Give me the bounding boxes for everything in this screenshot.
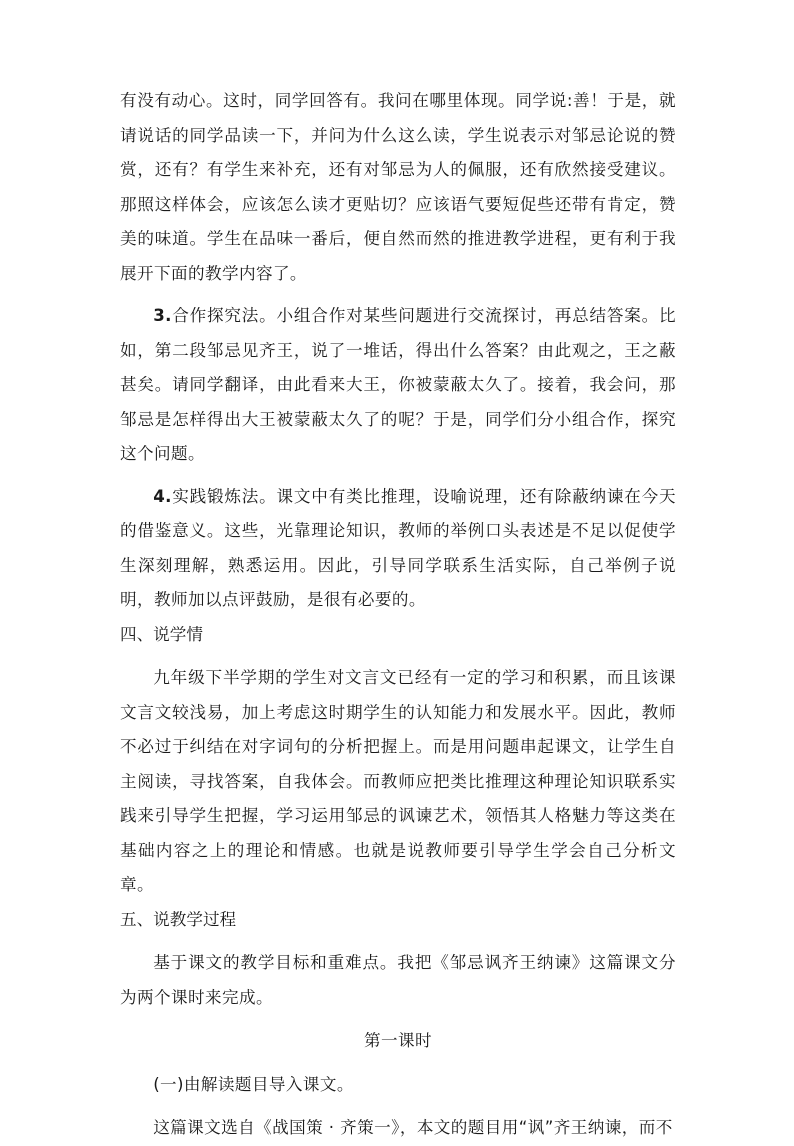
paragraph-cooperative-inquiry xyxy=(120,299,676,472)
paragraph-text: 实践锻炼法。课文中有类比推理，设喻说理，还有除蔽纳谏在今天的借鉴意义。这些，光靠理论知识，教师的举例口头表述是不足以促使学生深刻理解，熟悉运用。因此，引导同学联系生活实际，自己举例子说明，教师加以点评鼓励，是很有必要的。 xyxy=(120,486,676,609)
paragraph-text-source: 这篇课文选自《战国策 · 齐策一》，本文的题目用“讽”齐王纳谏，而不 xyxy=(153,1118,673,1137)
list-number: 3. xyxy=(153,306,172,325)
paragraph-teaching-process: 基于课文的教学目标和重难点。我把《邹忌讽齐王纳谏》这篇课文分为两个课时来完成。 xyxy=(120,953,676,1007)
paragraph-practice-method xyxy=(120,480,676,618)
paragraph-student-analysis: 九年级下半学期的学生对文言文已经有一定的学习和积累，而且该课文言文较浅易，加上考虑这时期学生的认知能力和发展水平。因此，教师不必过于纠结在对字词句的分析把握上。而是用问题串起课文，让学生自主阅读，寻找答案，自我体会。而教师应把类比推理这种理论知识联系实践来引导学生把握，学习运用邹忌的讽谏艺术，领悟其人格魅力等这类在基础内容之上的理论和情感。也就是说教师要引导学生学会自己分析文章。 xyxy=(120,668,676,894)
document-page xyxy=(120,84,676,1146)
paragraph-reading-analysis: 有没有动心。这时，同学回答有。我问在哪里体现。同学说:善！于是，就请说话的同学品读一下，并问为什么这么读，学生说表示对邹忌论说的赞赏，还有？有学生来补充，还有对邹忌为人的佩服，还有欣然接受建议。那照这样体会，应该怎么读才更贴切？应该语气要短促些还带有肯定，赞美的味道。学生在品味一番后，便自然而然的推进教学进程，更有利于我展开下面的教学内容了。 xyxy=(120,91,676,283)
paragraph-text: 合作探究法。小组合作对某些问题进行交流探讨，再总结答案。比如，第二段邹忌见齐王，说了一堆话，得出什么答案？由此观之，王之蔽甚矣。请同学翻译，由此看来大王，你被蒙蔽太久了。接着，我会问，那邹忌是怎样得出大王被蒙蔽太久了的呢？于是，同学们分小组合作，探究这个问题。 xyxy=(120,306,676,463)
list-number: 4. xyxy=(153,486,172,506)
section-heading-teaching-process: 五、说教学过程 xyxy=(120,909,237,929)
section-heading-student-analysis: 四、说学情 xyxy=(120,624,203,644)
lesson-title-first: 第一课时 xyxy=(364,1031,432,1050)
paragraph-step-one: (一)由解读题目导入课文。 xyxy=(153,1074,354,1094)
